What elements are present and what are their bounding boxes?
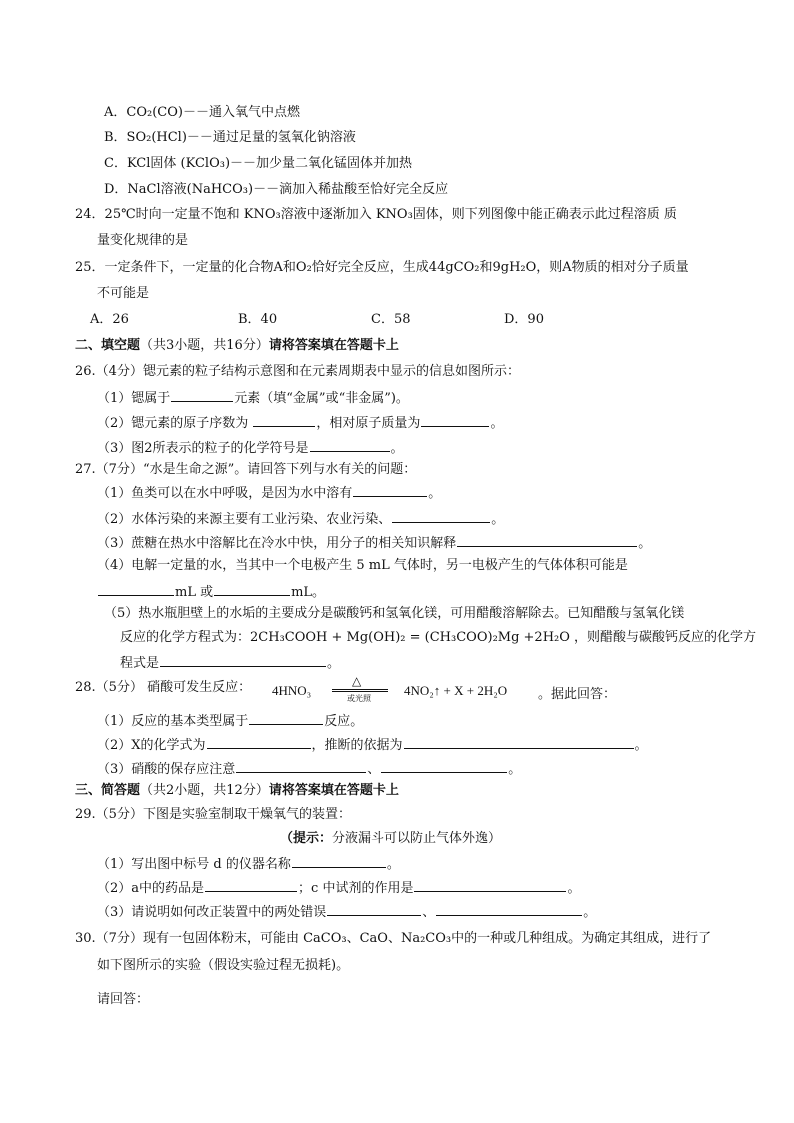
section-2-count: （共3小题，共16分） [140,338,269,353]
q28-part3-text: （3）硝酸的保存应注意 [97,762,236,777]
q23-option-d: D．NaCl溶液(NaHCO₃)－－滴加入稀盐酸至恰好完全反应 [104,182,449,197]
reaction-condition: 或光照 [347,694,371,703]
answer-blank[interactable] [404,736,634,749]
equation-reactant: 4HNO₃ [272,683,312,698]
q26-part2-mid: ，相对原子质量为 [316,416,421,431]
equation-tail: 。据此回答： [538,686,617,701]
q30-line1: 30.（7分）现有一包固体粉末，可能由 CaCO₃、CaO、Na₂CO₃中的一种或几种组成。为确定其组成，进行了 [75,931,712,946]
q27-part5-tail: 。 [327,656,341,671]
heat-symbol: △ [352,674,362,688]
q26-part3 [97,439,404,457]
reaction-arrow [328,674,392,704]
q26-head: 26.（4分）锶元素的粒子结构示意图和在元素周期表中显示的信息如图所示： [75,364,520,379]
q28-part2-tail: 。 [634,738,648,753]
q29-part3-text: （3）请说明如何改正装置中的两处错误 [97,905,327,920]
q25-option-b: B．40 [238,312,278,327]
q27-part4-tail: mL。 [291,585,326,600]
q23-option-b: B．SO₂(HCl)－－通过足量的氢氧化钠溶液 [104,130,356,145]
q29-hint [280,831,501,847]
q24-line2: 量变化规律的是 [97,233,189,248]
answer-blank[interactable] [253,414,315,427]
q24-line1: 24．25℃时向一定量不饱和 KNO₃溶液中逐渐加入 KNO₃固体，则下列图像中能正确表示此过程溶质 质 [75,207,677,222]
hint-label: （提示： [280,831,333,846]
q26-part2-tail: 。 [490,416,504,431]
q29-part3-tail: 。 [583,905,597,920]
q27-part3-text: （3）蔗糖在热水中溶解比在冷水中快，用分子的相关知识解释 [97,536,457,551]
q26-part1 [97,389,409,407]
q27-part1 [97,484,441,502]
section-2-heading [75,338,399,354]
q29-part3 [97,903,596,921]
answer-blank[interactable] [327,903,421,916]
q28-part2 [97,736,648,754]
q28-part3-mid: 、 [367,762,381,777]
section-2-instruction: 请将答案填在答题卡上 [268,338,399,353]
q27-part2-tail: 。 [491,512,505,527]
q25-line2: 不可能是 [97,286,150,301]
q27-part4-mid: mL 或 [175,585,214,600]
q28-part3 [97,760,521,778]
equation-products: 4NO₂↑ + X + 2H₂O [404,683,508,698]
q27-part2-text: （2）水体污染的来源主要有工业污染、农业污染、 [97,512,392,527]
answer-blank[interactable] [249,712,323,725]
q29-head: 29.（5分）下图是实验室制取干燥氧气的装置： [75,807,351,822]
arrow-line-bottom [332,691,388,692]
q29-part2 [97,879,580,897]
q29-part2-text: （2）a中的药品是 [97,881,205,896]
answer-blank[interactable] [292,855,386,868]
q25-option-c: C．58 [371,312,411,327]
q27-part3 [97,534,651,552]
answer-blank[interactable] [353,484,427,497]
q26-part3-tail: 。 [390,441,404,456]
q29-part2-mid: ；c 中试剂的作用是 [298,881,414,896]
answer-blank[interactable] [381,760,507,773]
q28-part3-tail: 。 [508,762,522,777]
answer-blank[interactable] [392,510,490,523]
q27-part5-line3 [120,654,340,672]
q27-part2 [97,510,504,528]
answer-blank[interactable] [414,879,566,892]
q29-part3-mid: 、 [422,905,436,920]
q23-option-c: C．KCl固体 (KClO₃)－－加少量二氧化锰固体并加热 [104,156,413,171]
q30-line3: 请回答： [97,992,150,1007]
q30-line2: 如下图所示的实验（假设实验过程无损耗)。 [97,958,350,973]
q28-part1-text: （1）反应的基本类型属于 [97,714,249,729]
q26-part1-text: （1）锶属于 [97,391,171,406]
q27-part1-text: （1）鱼类可以在水中呼吸，是因为水中溶有 [97,486,353,501]
arrow-line-top [332,689,388,690]
q29-part1 [97,855,400,873]
q23-option-a: A．CO₂(CO)－－通入氧气中点燃 [104,105,300,120]
q28-head: 28.（5分） 硝酸可发生反应： [75,680,252,695]
q28-part1 [97,712,363,730]
section-3-heading [75,783,399,799]
section-2-label: 二、填空题 [75,338,141,353]
q29-part1-text: （1）写出图中标号 d 的仪器名称 [97,857,291,872]
q27-part5-line1: （5）热水瓶胆壁上的水垢的主要成分是碳酸钙和氢氧化镁，可用醋酸溶解除去。已知醋酸与氢氧化镁 [104,606,685,621]
q28-part2-mid: ，推断的依据为 [311,738,403,753]
q26-part3-text: （3）图2所表示的粒子的化学符号是 [97,441,309,456]
answer-blank[interactable] [236,760,366,773]
q28-part2-text: （2）X的化学式为 [97,738,206,753]
q27-part5-text: 程式是 [120,656,160,671]
q27-part5-line2: 反应的化学方程式为：2CH₃COOH + Mg(OH)₂ = (CH₃COO)₂Mg +2H₂O ，则醋酸与碳酸钙反应的化学方 [120,630,757,645]
answer-blank[interactable] [214,583,290,596]
q29-part1-tail: 。 [386,857,400,872]
q29-part2-tail: 。 [567,881,581,896]
q26-part2-text: （2）锶元素的原子序数为 [97,416,249,431]
q27-part4-answers [97,583,325,601]
q27-part3-tail: 。 [638,536,652,551]
q25-option-d: D．90 [504,312,544,327]
section-3-count: （共2小题，共12分） [140,783,269,798]
q27-part4: （4）电解一定量的水，当其中一个电极产生 5 mL 气体时，另一电极产生的气体体积可能是 [97,558,628,573]
q27-part1-tail: 。 [428,486,442,501]
q28-part1-tail: 反应。 [324,714,364,729]
section-3-label: 三、简答题 [75,783,141,798]
q25-line1: 25．一定条件下，一定量的化合物A和O₂恰好完全反应，生成44gCO₂和9gH₂O，则A物质的相对分子质量 [75,260,689,275]
answer-blank[interactable] [310,439,390,452]
answer-blank[interactable] [205,879,297,892]
section-3-instruction: 请将答案填在答题卡上 [268,783,399,798]
answer-blank[interactable] [421,414,489,427]
answer-blank[interactable] [171,389,233,402]
q26-part2 [97,414,503,432]
q26-part1-tail: 元素（填“金属”或“非金属”)。 [234,391,409,406]
answer-blank[interactable] [98,583,174,596]
q25-option-a: A．26 [90,312,129,327]
q27-head: 27.（7分）“水是生命之源”。请回答下列与水有关的问题： [75,462,417,477]
answer-blank[interactable] [457,534,637,547]
answer-blank[interactable] [160,654,326,667]
answer-blank[interactable] [207,736,311,749]
hint-text: 分液漏斗可以防止气体外逸） [332,831,502,846]
answer-blank[interactable] [436,903,582,916]
